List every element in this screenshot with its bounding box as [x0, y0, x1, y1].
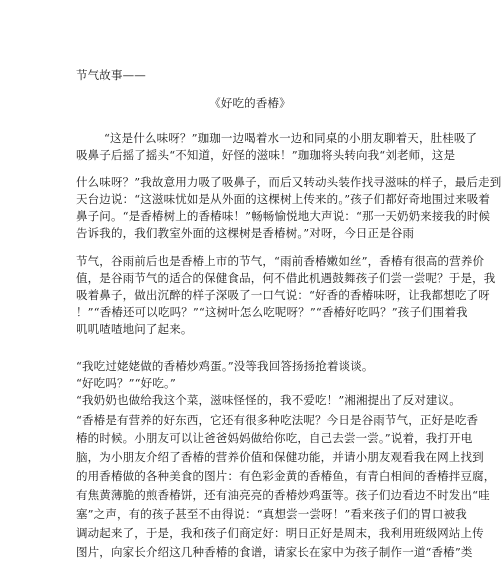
paragraph-line: 告诉我的，我们教室外面的这棵树是香椿树。”对呀，今日正是谷雨	[76, 226, 415, 240]
paragraph-line: “这是什么味呀？”珈珈一边喝着水一边和同桌的小朋友聊着天，肚桂吸了	[104, 131, 478, 145]
paragraph-line: 值，是谷雨节气的适合的保健食品，何不借此机遇鼓舞孩子们尝一尝呢？于是，我	[76, 271, 496, 285]
paragraph-line: 叽叽喳喳地问了起来。	[76, 322, 193, 336]
paragraph-line: 鼻子问。“是香椿树上的香椿味！”畅畅愉悦地大声说：“那一天奶奶来接我的时候	[76, 209, 491, 223]
paragraph-line: 塞”之声，有的孩子甚至不由得说：“真想尝一尝呀！”看来孩子们的胃口被我	[76, 507, 467, 521]
paragraph-line: “香椿是有营养的好东西，它还有很多种吃法呢？今日是谷雨节气，正好是吃香	[76, 413, 479, 427]
paragraph-line: 调动起来了，于是，我和孩子们商定好：明日正好是周末，我利用班级网站上传	[76, 526, 484, 540]
paragraph-line: 什么味呀？”我故意用力吸了吸鼻子，而后又转动头装作找寻滋味的样子，最后走到	[76, 175, 501, 189]
paragraph-line: ！”“香椿还可以吃吗？”“这树叶怎么吃呢呀？”“香椿好吃吗？”孩子们围着我	[76, 305, 468, 319]
paragraph-line: 椿的时候。小朋友可以让爸爸妈妈做给你吃，自己去尝一尝。”说着，我打开电	[76, 431, 473, 445]
paragraph-line: “我吃过姥姥做的香椿炒鸡蛋。”没等我回答扬扬抢着谈谈。	[76, 359, 374, 373]
section-label: 节气故事——	[76, 68, 146, 82]
paragraph-line: “我奶奶也做给我这个菜，滋味怪怪的，我不爱吃！”湘湘提出了反对建议。	[76, 393, 461, 407]
paragraph-line: 的用香椿做的各种美食的图片：有色彩金黄的香椿鱼，有青白相间的香椿拌豆腐，	[76, 469, 496, 483]
paragraph-line: “好吃吗？”“好吃。”	[76, 376, 176, 390]
paragraph-line: 有焦黄薄脆的煎香椿饼，还有油亮亮的香椿炒鸡蛋等。孩子们边看边不时发出“哇	[76, 488, 490, 502]
paragraph-line: 图片，向家长介绍这几种香椿的食谱，请家长在家中为孩子制作一道“香椿”类	[76, 545, 473, 559]
document-title: 《好吃的香椿》	[209, 96, 291, 110]
paragraph-line: 吸鼻子后摇了摇头“不知道，好怪的滋味！”珈珈将头转向我“刘老师，这是	[76, 148, 456, 162]
paragraph-line: 节气，谷雨前后也是香椿上市的节气，“雨前香椿嫩如丝”，香椿有很高的营养价	[76, 254, 485, 268]
paragraph-line: 天台边说：“这滋味忧如是从外面的这棵树上传来的。”孩子们都好奇地围过来吸着	[76, 192, 491, 206]
paragraph-line: 吸着鼻子，做出沉醉的样子深吸了一口气说：“好香的香椿味呀，让我都想吃了呀	[76, 288, 490, 302]
paragraph-line: 脑，为小朋友介绍了香椿的营养价值和保健功能，并请小朋友观看我在网上找到	[76, 450, 484, 464]
